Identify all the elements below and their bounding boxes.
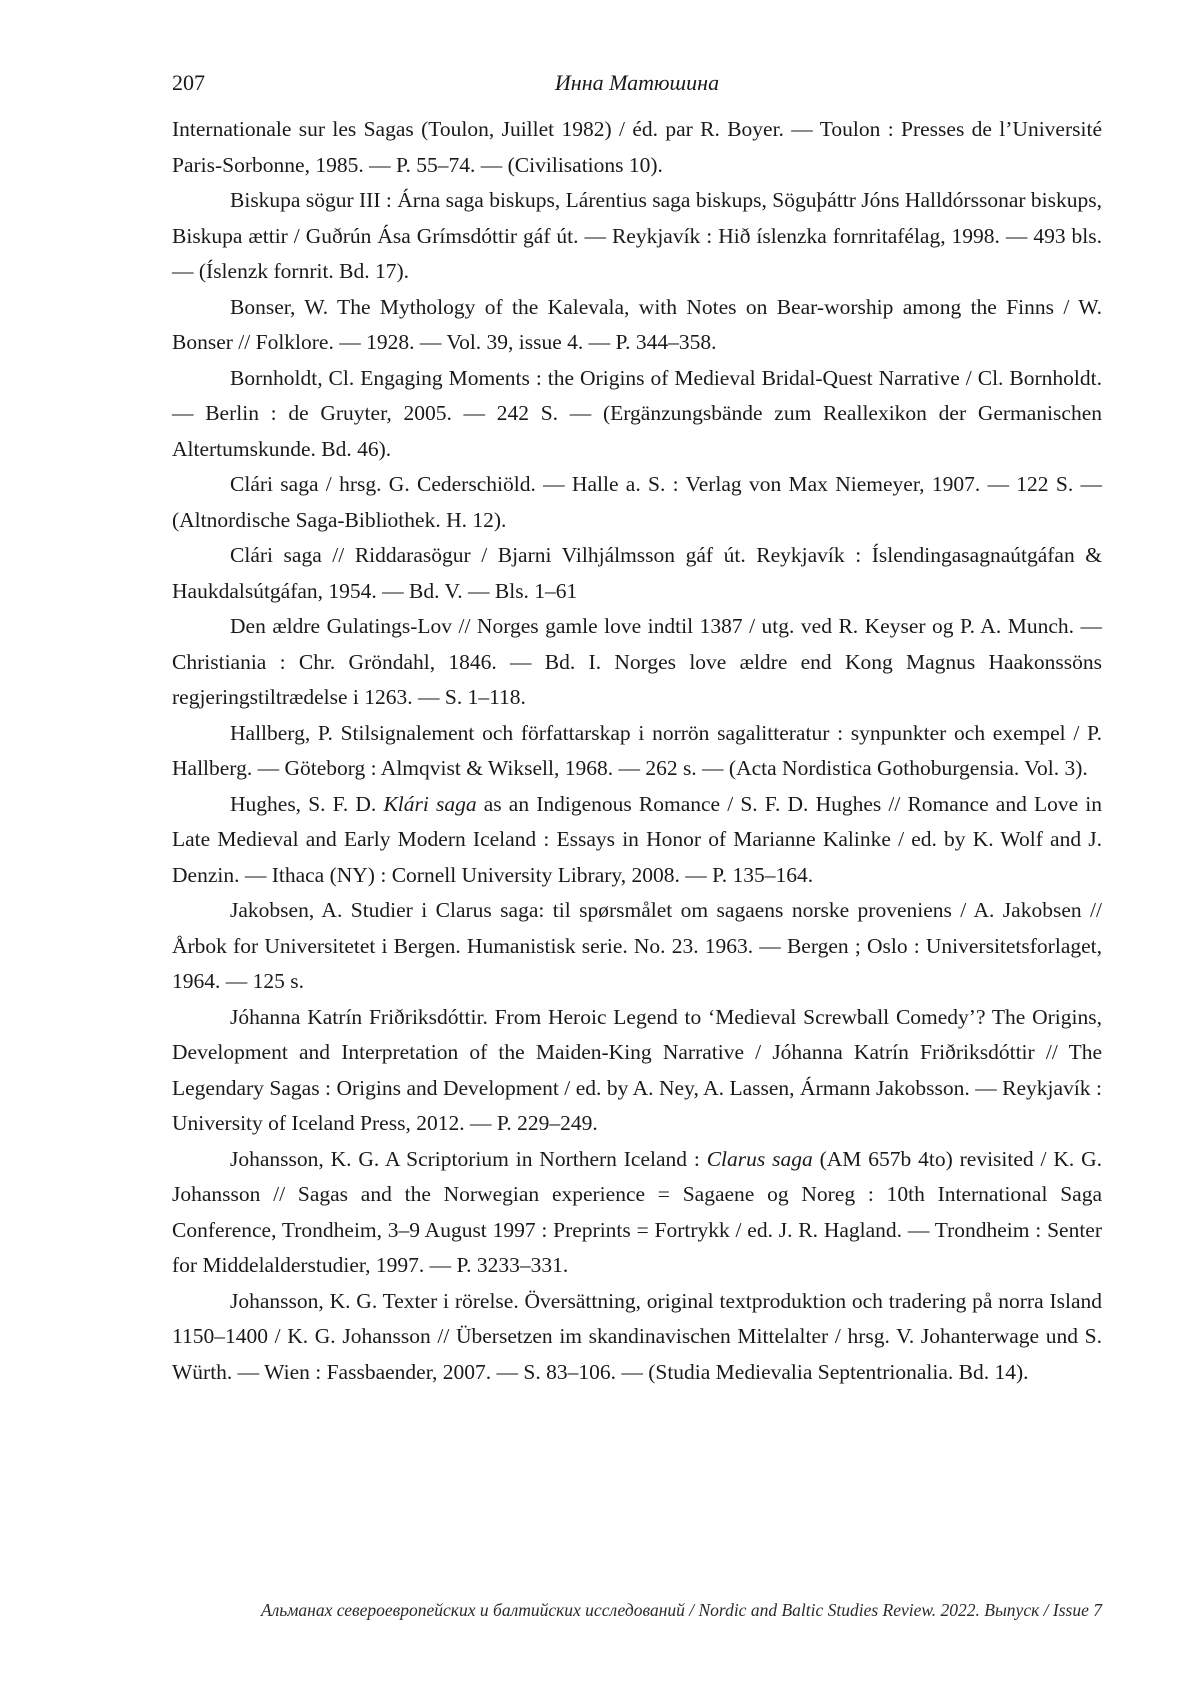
bibliography-entry: Jóhanna Katrín Friðriksdóttir. From Heroic Legend to ‘Medieval Screwball Comedy’? The Origins, Development and Interpretation of the Maiden-King Narrative / Jóhanna Katrín Friðriksdóttir // The Legendary Sagas : Origins and Development / ed. by A. Ney, A. Lassen, Ármann Jakobsson. — Reykjavík : University of Iceland Press, 2012. — P. 229–249.	[172, 1004, 1102, 1135]
bibliography-list	[172, 112, 1102, 1390]
running-title: Инна Матюшина	[554, 70, 720, 95]
bibliography-entry: Hallberg, P. Stilsignalement och författarskap i norrön sagalitteratur : synpunkter och exempel / P. Hallberg. — Göteborg : Almqvist & Wiksell, 1968. — 262 s. — (Acta Nordistica Gothoburgensia. Vol. 3).	[172, 720, 1102, 780]
running-head	[172, 68, 1102, 102]
page-number: 207	[172, 70, 205, 95]
bibliography-entry: Bonser, W. The Mythology of the Kalevala, with Notes on Bear-worship among the Finns / W. Bonser // Folklore. — 1928. — Vol. 39, issue 4. — P. 344–358.	[172, 294, 1102, 354]
bibliography-entry: Biskupa sögur III : Árna saga biskups, Lárentius saga biskups, Söguþáttr Jóns Halldórssonar biskups, Biskupa ættir / Guðrún Ása Grímsdóttir gáf út. — Reykjavík : Hið íslenzka fornritafélag, 1998. — 493 bls. — (Íslenzk fornrit. Bd. 17).	[172, 188, 1102, 283]
bibliography-entry: Jakobsen, A. Studier i Clarus saga: til spørsmålet om sagaens norske proveniens / A. Jakobsen // Årbok for Universitetet i Bergen. Humanistisk serie. No. 23. 1963. — Bergen ; Oslo : Universitetsforlaget, 1964. — 125 s.	[172, 898, 1102, 993]
bibliography-entry: Clári saga / hrsg. G. Cederschiöld. — Halle a. S. : Verlag von Max Niemeyer, 1907. — 122 S. — (Altnordische Saga-Bibliothek. H. 12).	[172, 472, 1102, 532]
bibliography-entry: Bornholdt, Cl. Engaging Moments : the Origins of Medieval Bridal-Quest Narrative / Cl. Bornholdt. — Berlin : de Gruyter, 2005. — 242 S. — (Ergänzungsbände zum Reallexikon der Germanischen Altertumskunde. Bd. 46).	[172, 365, 1102, 461]
bibliography-entry: Johansson, K. G. Texter i rörelse. Översättning, original textproduktion och tradering på norra Island 1150–1400 / K. G. Johansson // Übersetzen im skandinavischen Mittelalter / hrsg. V. Johanterwage und S. Würth. — Wien : Fassbaender, 2007. — S. 83–106. — (Studia Medievalia Septentrionalia. Bd. 14).	[172, 1288, 1102, 1384]
italic-title: Klári saga	[383, 791, 477, 816]
journal-footer: Альманах североевропейских и балтийских исследований / Nordic and Baltic Studies Review. 2022. Выпуск / Issue 7	[260, 1600, 1102, 1620]
bibliography-entry: Den ældre Gulatings-Lov // Norges gamle love indtil 1387 / utg. ved R. Keyser og P. A. Munch. — Christiania : Chr. Gröndahl, 1846. — Bd. I. Norges love ældre end Kong Magnus Haakonssöns regjeringstiltrædelse i 1263. — S. 1–118.	[172, 614, 1102, 709]
bibliography-entry: Internationale sur les Sagas (Toulon, Juillet 1982) / éd. par R. Boyer. — Toulon : Presses de l’Université Paris-Sorbonne, 1985. — P. 55–74. — (Civilisations 10).	[172, 117, 1102, 177]
italic-title: Clarus saga	[706, 1146, 813, 1171]
bibliography-entry: Johansson, K. G. A Scriptorium in Northern Iceland : Clarus saga (AM 657b 4to) revisited / K. G. Johansson // Sagas and the Norwegian experience = Sagaene og Noreg : 10th International Saga Conference, Trondheim, 3–9 August 1997 : Preprints = Fortrykk / ed. J. R. Hagland. — Trondheim : Senter for Middelalderstudier, 1997. — P. 3233–331.	[172, 1146, 1102, 1277]
bibliography-entry: Hughes, S. F. D. Klári saga as an Indigenous Romance / S. F. D. Hughes // Romance and Love in Late Medieval and Early Modern Iceland : Essays in Honor of Marianne Kalinke / ed. by K. Wolf and J. Denzin. — Ithaca (NY) : Cornell University Library, 2008. — P. 135–164.	[172, 791, 1102, 887]
bibliography-entry: Clári saga // Riddarasögur / Bjarni Vilhjálmsson gáf út. Reykjavík : Íslendingasagnaútgáfan & Haukdalsútgáfan, 1954. — Bd. V. — Bls. 1–61	[172, 543, 1102, 603]
